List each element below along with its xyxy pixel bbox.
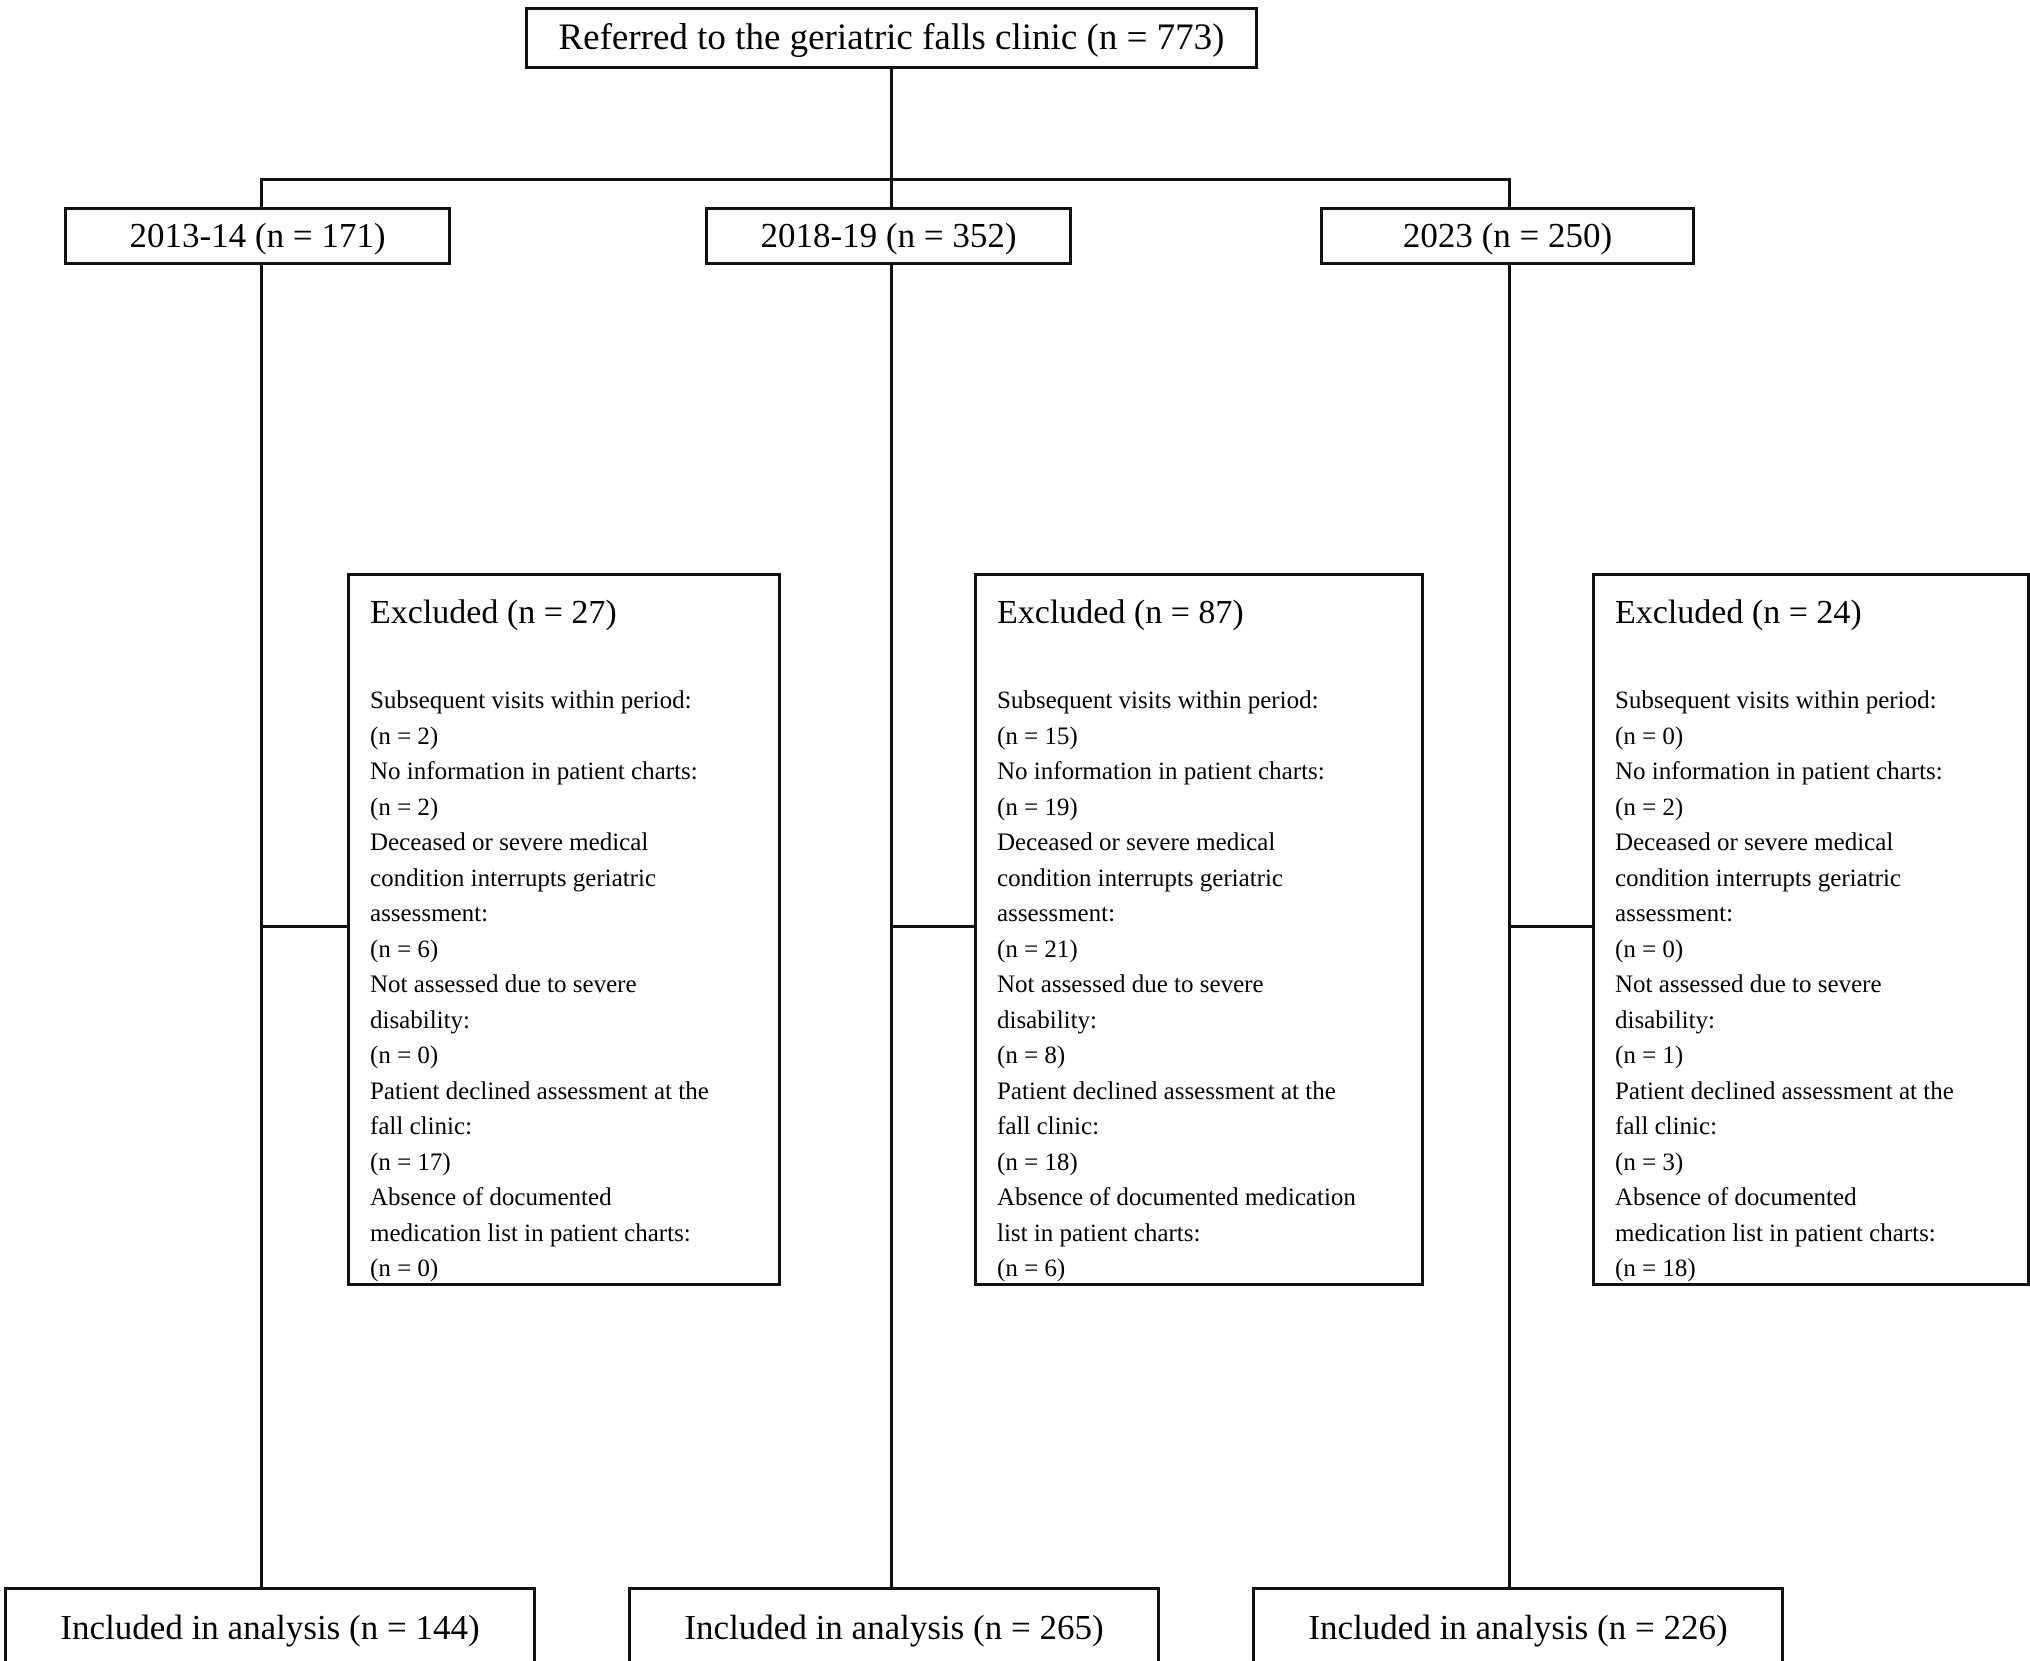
exclusion-reason-line: No information in patient charts:	[370, 758, 698, 786]
included-box-label: Included in analysis (n = 144)	[60, 1607, 480, 1647]
period-box-label: 2018-19 (n = 352)	[760, 215, 1017, 255]
exclusion-reason-line: condition interrupts geriatric	[370, 864, 657, 892]
connector-branch-exclusion-2	[1508, 925, 1595, 928]
exclusion-reason-count: (n = 2)	[1615, 793, 1684, 821]
exclusion-reason-line: Absence of documented	[370, 1184, 612, 1212]
exclusion-reason-line: Patient declined assessment at the	[997, 1077, 1336, 1105]
exclusion-reason-line: Patient declined assessment at the	[1615, 1077, 1954, 1105]
exclusion-reason-line: Subsequent visits within period:	[1615, 687, 1937, 715]
referred-box-label: Referred to the geriatric falls clinic (n = 773)	[558, 16, 1225, 58]
exclusion-reason-line: Not assessed due to severe	[370, 971, 637, 999]
exclusion-reason-line: Not assessed due to severe	[1615, 971, 1882, 999]
exclusion-reason-line: fall clinic:	[370, 1113, 473, 1141]
exclusion-box-title: Excluded (n = 27)	[370, 594, 617, 631]
exclusion-box-2023	[1592, 573, 2030, 1286]
exclusion-reason-line: condition interrupts geriatric	[1615, 864, 1902, 892]
exclusion-reason-count: (n = 15)	[997, 722, 1078, 750]
period-box-2023	[1320, 207, 1695, 265]
exclusion-reason-line: fall clinic:	[997, 1113, 1100, 1141]
exclusion-reason-line: Deceased or severe medical	[370, 829, 649, 857]
exclusion-reason-line: Deceased or severe medical	[1615, 829, 1894, 857]
connector-drop-group-0	[260, 178, 263, 210]
exclusion-reason-line: assessment:	[370, 900, 489, 928]
exclusion-reason-line: medication list in patient charts:	[1615, 1219, 1936, 1247]
included-box-label: Included in analysis (n = 226)	[1308, 1607, 1728, 1647]
included-box-2018-19	[628, 1587, 1160, 1661]
exclusion-reason-count: (n = 6)	[997, 1255, 1066, 1283]
exclusion-reason-line: assessment:	[1615, 900, 1734, 928]
exclusion-reason-line: disability:	[1615, 1006, 1715, 1034]
exclusion-reason-count: (n = 19)	[997, 793, 1078, 821]
exclusion-reason-list	[370, 683, 764, 1287]
exclusion-reason-line: Deceased or severe medical	[997, 829, 1276, 857]
exclusion-reason-line: Subsequent visits within period:	[997, 687, 1319, 715]
exclusion-reason-line: Absence of documented	[1615, 1184, 1857, 1212]
included-box-label: Included in analysis (n = 265)	[684, 1607, 1104, 1647]
exclusion-reason-list	[997, 683, 1407, 1287]
exclusion-box-title: Excluded (n = 24)	[1615, 594, 1862, 631]
exclusion-reason-count: (n = 0)	[1615, 722, 1684, 750]
connector-branch-exclusion-1	[890, 925, 977, 928]
exclusion-reason-count: (n = 0)	[370, 1255, 439, 1283]
exclusion-reason-count: (n = 18)	[997, 1148, 1078, 1176]
exclusion-reason-line: disability:	[997, 1006, 1097, 1034]
exclusion-reason-line: list in patient charts:	[997, 1219, 1201, 1247]
exclusion-reason-count: (n = 17)	[370, 1148, 451, 1176]
period-box-2018-19	[705, 207, 1072, 265]
exclusion-reason-line: fall clinic:	[1615, 1113, 1718, 1141]
exclusion-reason-line: Not assessed due to severe	[997, 971, 1264, 999]
exclusion-reason-line: Subsequent visits within period:	[370, 687, 692, 715]
exclusion-reason-line: No information in patient charts:	[1615, 758, 1943, 786]
connector-branch-exclusion-0	[260, 925, 350, 928]
exclusion-reason-count: (n = 0)	[1615, 935, 1684, 963]
connector-drop-group-2	[1508, 178, 1511, 210]
exclusion-reason-line: Absence of documented medication	[997, 1184, 1356, 1212]
exclusion-box-title: Excluded (n = 87)	[997, 594, 1244, 631]
period-box-label: 2013-14 (n = 171)	[129, 215, 386, 255]
exclusion-reason-count: (n = 18)	[1615, 1255, 1696, 1283]
exclusion-reason-line: assessment:	[997, 900, 1116, 928]
referred-box	[525, 7, 1258, 69]
included-box-2023	[1252, 1587, 1784, 1661]
connector-drop-group-1	[890, 178, 893, 210]
exclusion-reason-list	[1615, 683, 2013, 1287]
exclusion-reason-count: (n = 6)	[370, 935, 439, 963]
exclusion-box-2013-14	[347, 573, 781, 1286]
exclusion-reason-line: disability:	[370, 1006, 470, 1034]
period-box-2013-14	[64, 207, 451, 265]
exclusion-box-2018-19	[974, 573, 1424, 1286]
exclusion-reason-line: condition interrupts geriatric	[997, 864, 1284, 892]
exclusion-reason-count: (n = 21)	[997, 935, 1078, 963]
exclusion-reason-line: No information in patient charts:	[997, 758, 1325, 786]
exclusion-reason-line: medication list in patient charts:	[370, 1219, 691, 1247]
exclusion-reason-count: (n = 2)	[370, 722, 439, 750]
period-box-label: 2023 (n = 250)	[1402, 215, 1613, 255]
exclusion-reason-count: (n = 2)	[370, 793, 439, 821]
exclusion-reason-count: (n = 8)	[997, 1042, 1066, 1070]
connector-trunk-vertical	[890, 68, 893, 180]
included-box-2013-14	[4, 1587, 536, 1661]
exclusion-reason-count: (n = 1)	[1615, 1042, 1684, 1070]
exclusion-reason-count: (n = 0)	[370, 1042, 439, 1070]
exclusion-reason-line: Patient declined assessment at the	[370, 1077, 709, 1105]
exclusion-reason-count: (n = 3)	[1615, 1148, 1684, 1176]
connector-distribution-bar	[260, 178, 1511, 181]
